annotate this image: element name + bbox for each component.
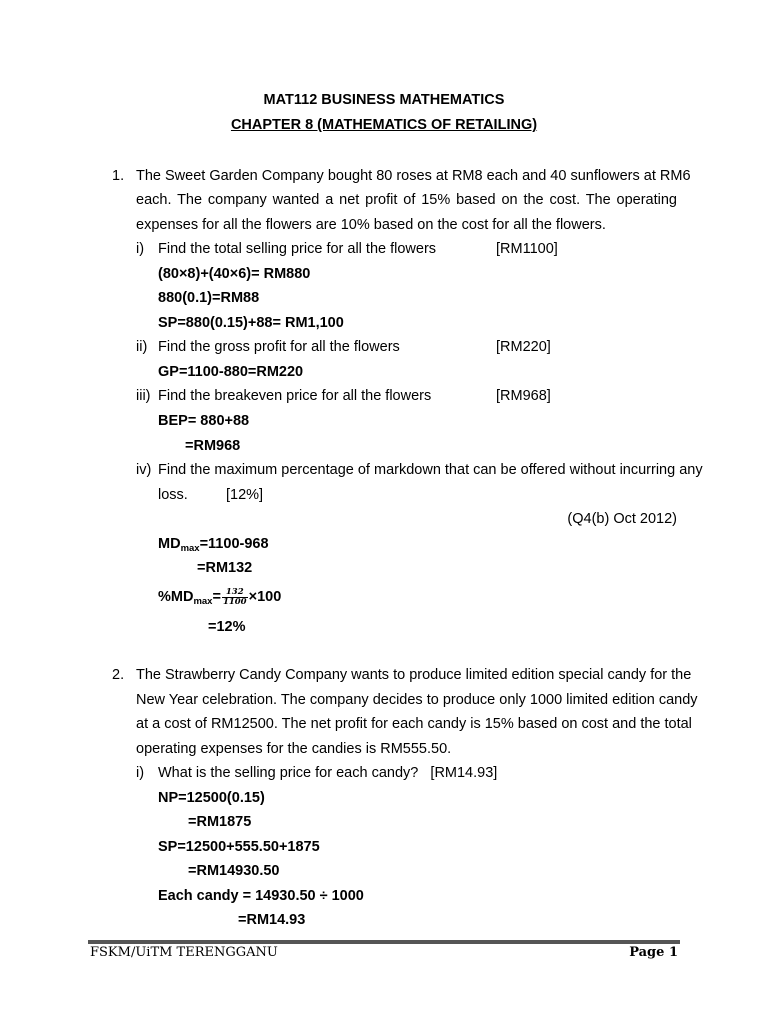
q1-iii-answer: [RM968] xyxy=(496,388,551,404)
q1-i-question: Find the total selling price for all the flowers xyxy=(158,241,437,257)
q1-i-work-1: (80×8)+(40×6)= RM880 xyxy=(158,266,311,282)
q1-i-work-2: 880(0.1)=RM88 xyxy=(158,290,260,306)
question-2-line-4: operating expenses for the candies is RM555.50. xyxy=(136,741,452,757)
fraction-132-over-1100: $\frac{132}{1100}$ xyxy=(222,586,247,607)
q1-iii-work-2: =RM968 xyxy=(185,438,241,454)
q2-i-work-2: =RM1875 xyxy=(188,814,252,830)
q1-iv-question-line-1: Find the maximum percentage of markdown that can be offered without incurring any xyxy=(158,462,703,478)
q1-iv-pct-result: =12% xyxy=(208,619,246,635)
q1-iv-md-result: =RM132 xyxy=(197,560,253,576)
document-title: MAT112 BUSINESS MATHEMATICS xyxy=(263,92,505,108)
question-2-number: 2. xyxy=(112,667,125,683)
question-1-number: 1. xyxy=(112,168,125,184)
q1-ii-label: ii) xyxy=(136,339,148,355)
q1-iv-label: iv) xyxy=(136,462,152,478)
q1-iv-answer: [12%] xyxy=(226,487,264,503)
chapter-title: CHAPTER 8 (MATHEMATICS OF RETAILING) xyxy=(230,117,538,133)
question-2-line-1: The Strawberry Candy Company wants to produce limited edition special candy for the xyxy=(136,667,692,683)
q1-iii-work-1: BEP= 880+88 xyxy=(158,413,250,429)
question-2-line-3: at a cost of RM12500. The net profit for each candy is 15% based on cost and the total xyxy=(136,716,692,732)
q1-i-work-3: SP=880(0.15)+88= RM1,100 xyxy=(158,315,344,331)
q1-i-label: i) xyxy=(136,241,145,257)
q2-i-work-4: =RM14930.50 xyxy=(188,863,280,879)
q2-i-work-6: =RM14.93 xyxy=(238,912,306,928)
q2-i-label: i) xyxy=(136,765,145,781)
q2-i-work-5: Each candy = 14930.50 ÷ 1000 xyxy=(158,888,364,904)
q1-ii-question: Find the gross profit for all the flowers xyxy=(158,339,400,355)
q2-i-work-1: NP=12500(0.15) xyxy=(158,790,265,806)
q2-i-question: What is the selling price for each candy? [RM14.93] xyxy=(158,765,498,781)
q1-iii-label: iii) xyxy=(136,388,151,404)
question-1-line-3: expenses for all the flowers are 10% based on the cost for all the flowers. xyxy=(136,217,606,233)
q1-iv-source: (Q4(b) Oct 2012) xyxy=(567,511,677,527)
footer-institution: FSKM/UiTM TERENGGANU xyxy=(90,945,278,960)
q2-i-work-3: SP=12500+555.50+1875 xyxy=(158,839,320,855)
q1-i-answer: [RM1100] xyxy=(496,241,558,257)
q1-iv-question-line-2: loss. xyxy=(158,487,188,503)
q1-iv-pct-formula: $\%MD_{max}=$ $\frac{132}{1100}$ ×100 xyxy=(158,586,282,607)
q1-iv-md-max: $MD_{max}=1100-968$ xyxy=(158,536,269,554)
q1-iii-question: Find the breakeven price for all the flowers xyxy=(158,388,432,404)
question-1-line-2: each. The company wanted a net profit of 15% based on the cost. The operating xyxy=(136,192,677,208)
question-2-line-2: New Year celebration. The company decides to produce only 1000 limited edition candy xyxy=(136,692,698,708)
q1-ii-work-1: GP=1100-880=RM220 xyxy=(158,364,304,380)
question-1-line-1: The Sweet Garden Company bought 80 roses at RM8 each and 40 sunflowers at RM6 xyxy=(136,168,691,184)
q1-ii-answer: [RM220] xyxy=(496,339,551,355)
footer-page-number: Page 1 xyxy=(629,945,678,960)
